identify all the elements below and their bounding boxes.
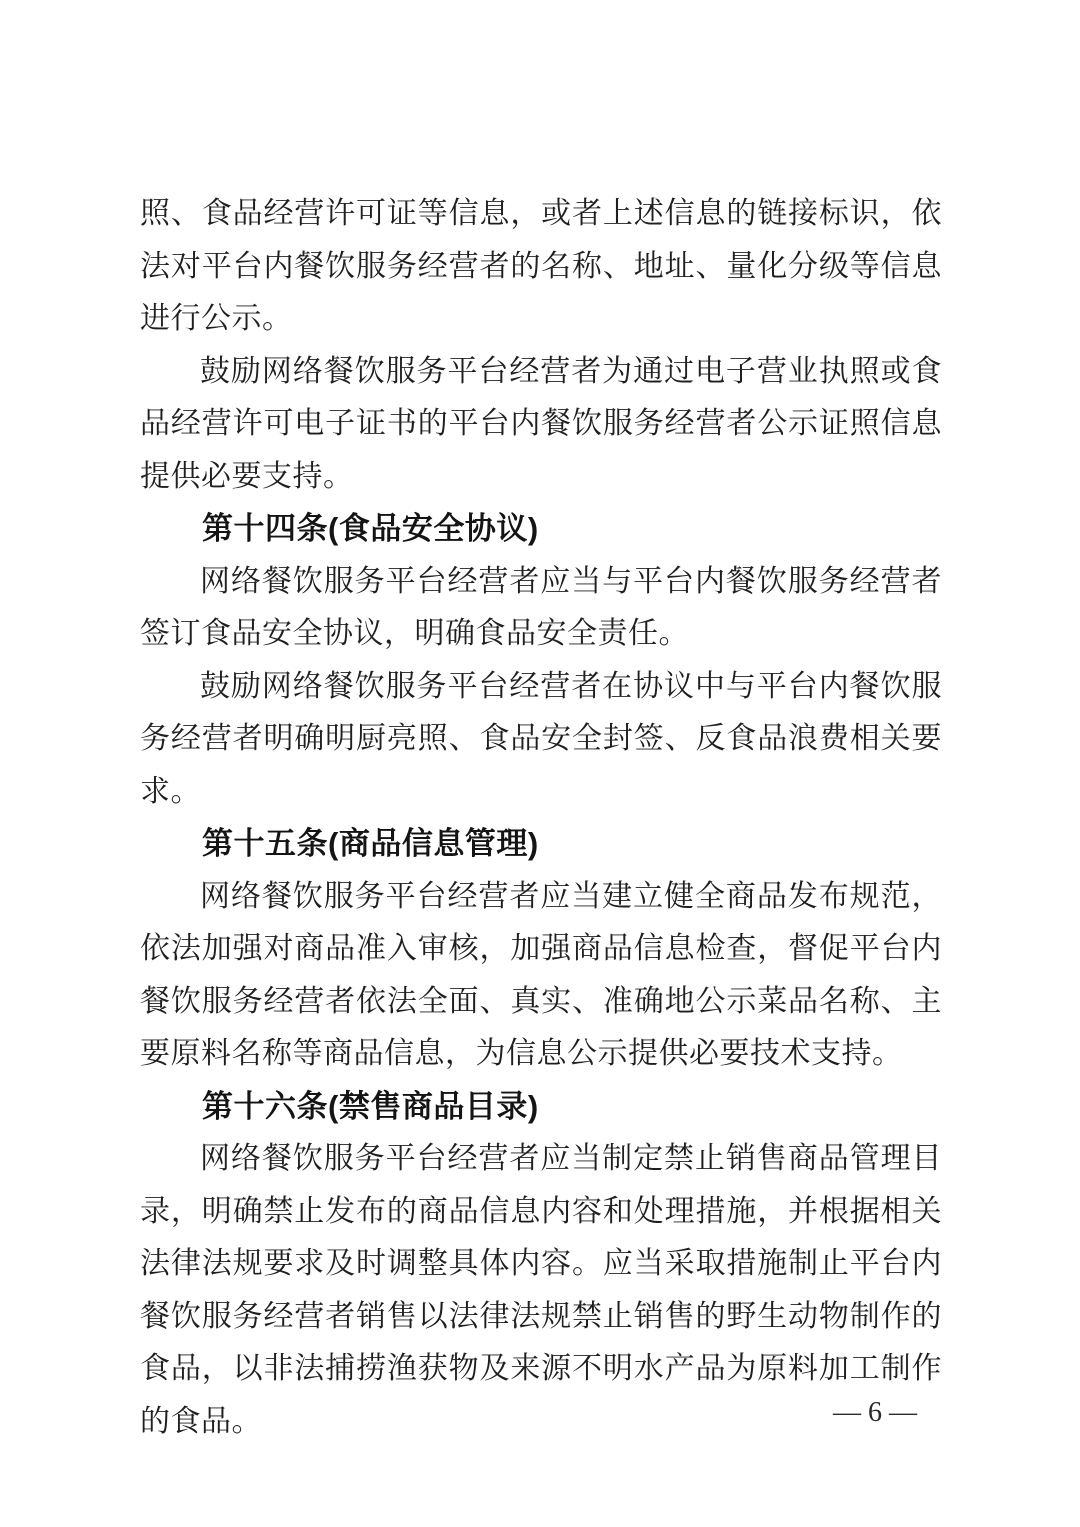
article-14-heading: 第十四条(食品安全协议) (202, 511, 539, 546)
continuation-paragraph: 照、食品经营许可证等信息，或者上述信息的链接标识，依法对平台内餐饮服务经营者的名称、地址、量化分级等信息进行公示。 (140, 197, 942, 335)
article-16-heading: 第十六条(禁售商品目录) (202, 1088, 539, 1124)
page-number: — 6 — (833, 1397, 917, 1428)
body-paragraph: 网络餐饮服务平台经营者应当与平台内餐饮服务经营者签订食品安全协议，明确食品安全责任。 (140, 564, 942, 650)
body-paragraph: 鼓励网络餐饮服务平台经营者在协议中与平台内餐饮服务经营者明确明厨亮照、食品安全封签、反食品浪费相关要求。 (140, 669, 942, 808)
article-15-heading: 第十五条(商品信息管理) (202, 826, 539, 861)
document-body (140, 188, 942, 1448)
body-paragraph: 网络餐饮服务平台经营者应当建立健全商品发布规范，依法加强对商品准入审核，加强商品信息检查，督促平台内餐饮服务经营者依法全面、真实、准确地公示菜品名称、主要原料名称等商品信息，为信息公示提供必要技术支持。 (140, 879, 942, 1070)
body-paragraph: 网络餐饮服务平台经营者应当制定禁止销售商品管理目录，明确禁止发布的商品信息内容和处理措施，并根据相关法律法规要求及时调整具体内容。应当采取措施制止平台内餐饮服务经营者销售以法律法规禁止销售的野生动物制作的食品，以非法捕捞渔获物及来源不明水产品为原料加工制作的食品。 (140, 1142, 942, 1438)
body-paragraph: 鼓励网络餐饮服务平台经营者为通过电子营业执照或食品经营许可电子证书的平台内餐饮服务经营者公示证照信息提供必要支持。 (140, 354, 942, 493)
